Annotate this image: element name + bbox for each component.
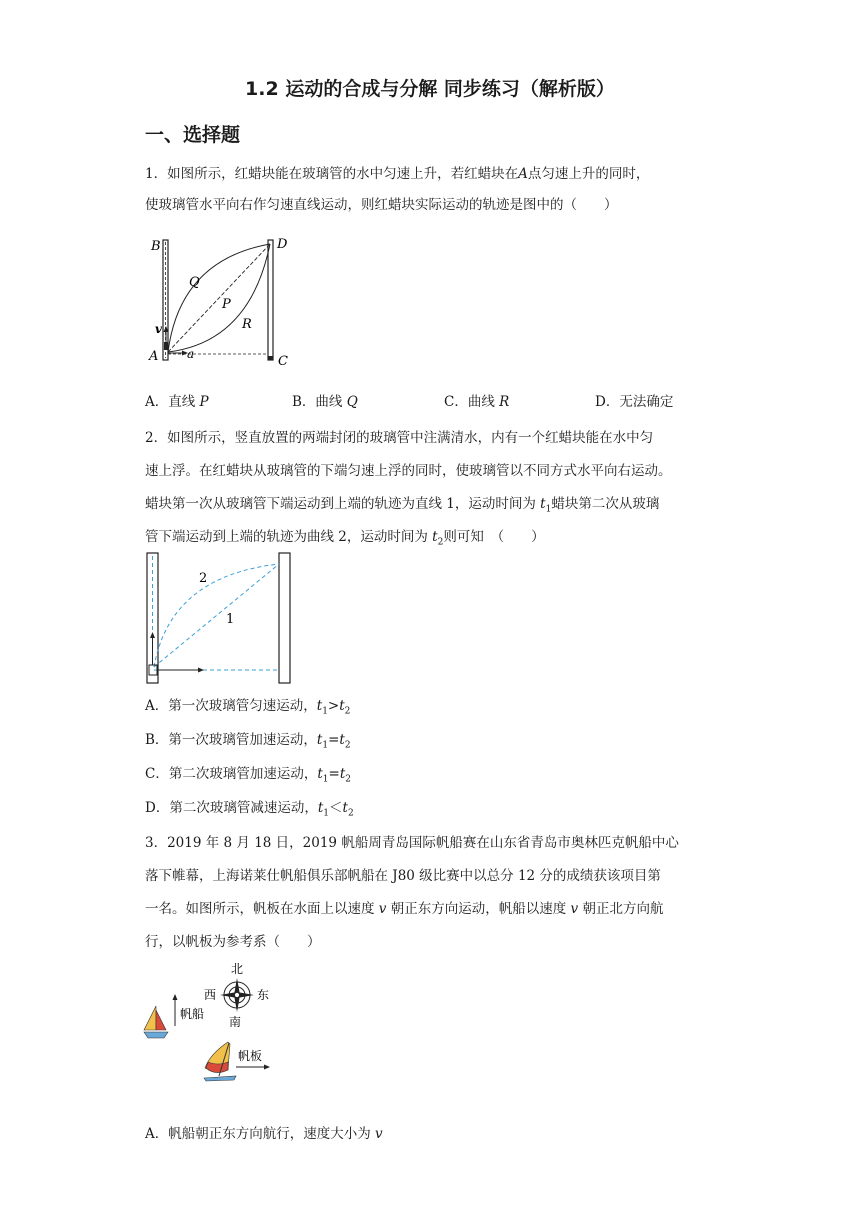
right-glass-tube <box>279 553 290 683</box>
label-a-accel: a <box>187 347 195 361</box>
q1-option-d[interactable]: D．无法确定 <box>595 394 674 410</box>
q1-figure <box>140 232 300 372</box>
right-tube <box>268 240 273 360</box>
q1-option-a[interactable]: A．直线 P <box>145 394 209 410</box>
q2-option-c[interactable]: C．第二次玻璃管加速运动，$t_1=t_2$ <box>145 766 351 785</box>
right-arrowhead <box>198 668 204 673</box>
label-p: P <box>222 297 231 312</box>
q2-option-a[interactable]: A．第一次玻璃管匀速运动，$t_1>t_2$ <box>145 698 351 717</box>
q1-line-1: 1．如图所示，红蜡块能在玻璃管的水中匀速上升，若红蜡块在A点匀速上升的同时， <box>145 166 650 182</box>
label-c: C <box>278 354 288 369</box>
label-south: 南 <box>229 1015 242 1029</box>
q2-line-1: 2．如图所示，竖直放置的两端封闭的玻璃管中注满清水，内有一个红蜡块能在水中匀 <box>145 430 654 446</box>
label-q: Q <box>189 275 200 290</box>
q3-line-3: 一名。如图所示，帆板在水面上以速度 v 朝正东方向运动，帆船以速度 v 朝正北方向航 <box>145 901 664 917</box>
q2-line-2: 速上浮。在红蜡块从玻璃管的下端匀速上浮的同时，使玻璃管以不同方式水平向右运动。 <box>145 463 672 479</box>
label-east: 东 <box>257 988 270 1002</box>
label-line-1: 1 <box>226 612 235 627</box>
up-arrowhead <box>150 632 155 638</box>
page-title: 1.2 运动的合成与分解 同步练习（解析版） <box>245 78 615 100</box>
q2-option-d[interactable]: D．第二次玻璃管减速运动，$t_1<t_2$ <box>145 800 354 819</box>
q3-line-1: 3．2019 年 8 月 18 日，2019 帆船周青岛国际帆船赛在山东省青岛市奥林匹克帆船中心 <box>145 835 679 851</box>
section-heading: 一、选择题 <box>145 124 241 146</box>
q2-option-b[interactable]: B．第一次玻璃管加速运动，$t_1=t_2$ <box>145 732 351 751</box>
label-v: v <box>155 322 162 336</box>
straight-line-1 <box>154 564 279 667</box>
q1-option-c[interactable]: C．曲线 R <box>444 394 510 410</box>
label-north: 北 <box>231 962 244 976</box>
path-p <box>168 244 270 352</box>
q1-line-2: 使玻璃管水平向右作匀速直线运动，则红蜡块实际运动的轨迹是图中的（ ） <box>145 197 618 213</box>
label-curve-2: 2 <box>199 571 208 586</box>
q1-option-b[interactable]: B．曲线 Q <box>292 394 358 410</box>
label-b: B <box>151 239 161 254</box>
label-west: 西 <box>204 988 217 1002</box>
q3-figure <box>140 958 290 1082</box>
q2-line-4: 管下端运动到上端的轨迹为曲线 2，运动时间为 $t_2$则可知 （ ） <box>145 529 545 548</box>
q2-figure <box>140 548 300 688</box>
q3-line-4: 行，以帆板为参考系（ ） <box>145 934 321 950</box>
wax-block-end <box>268 356 273 360</box>
label-d: D <box>277 237 288 252</box>
label-windsurf: 帆板 <box>238 1049 263 1063</box>
east-arrowhead <box>264 1065 270 1070</box>
north-arrowhead <box>173 994 178 1000</box>
compass-icon <box>220 978 254 1012</box>
windsurf-icon <box>204 1042 236 1081</box>
label-a-point: A <box>149 349 159 364</box>
label-r: R <box>242 317 252 332</box>
q2-line-3: 蜡块第一次从玻璃管下端运动到上端的轨迹为直线 1，运动时间为 $t_1$蜡块第二次从玻璃 <box>145 496 660 515</box>
label-sailboat: 帆船 <box>180 1007 205 1021</box>
q3-line-2: 落下帷幕，上海诺莱仕帆船俱乐部帆船在 J80 级比赛中以总分 12 分的成绩获该项目第 <box>145 868 661 884</box>
sailboat-icon <box>144 1006 168 1038</box>
q3-option-a[interactable]: A．帆船朝正东方向航行，速度大小为 v <box>145 1126 383 1142</box>
